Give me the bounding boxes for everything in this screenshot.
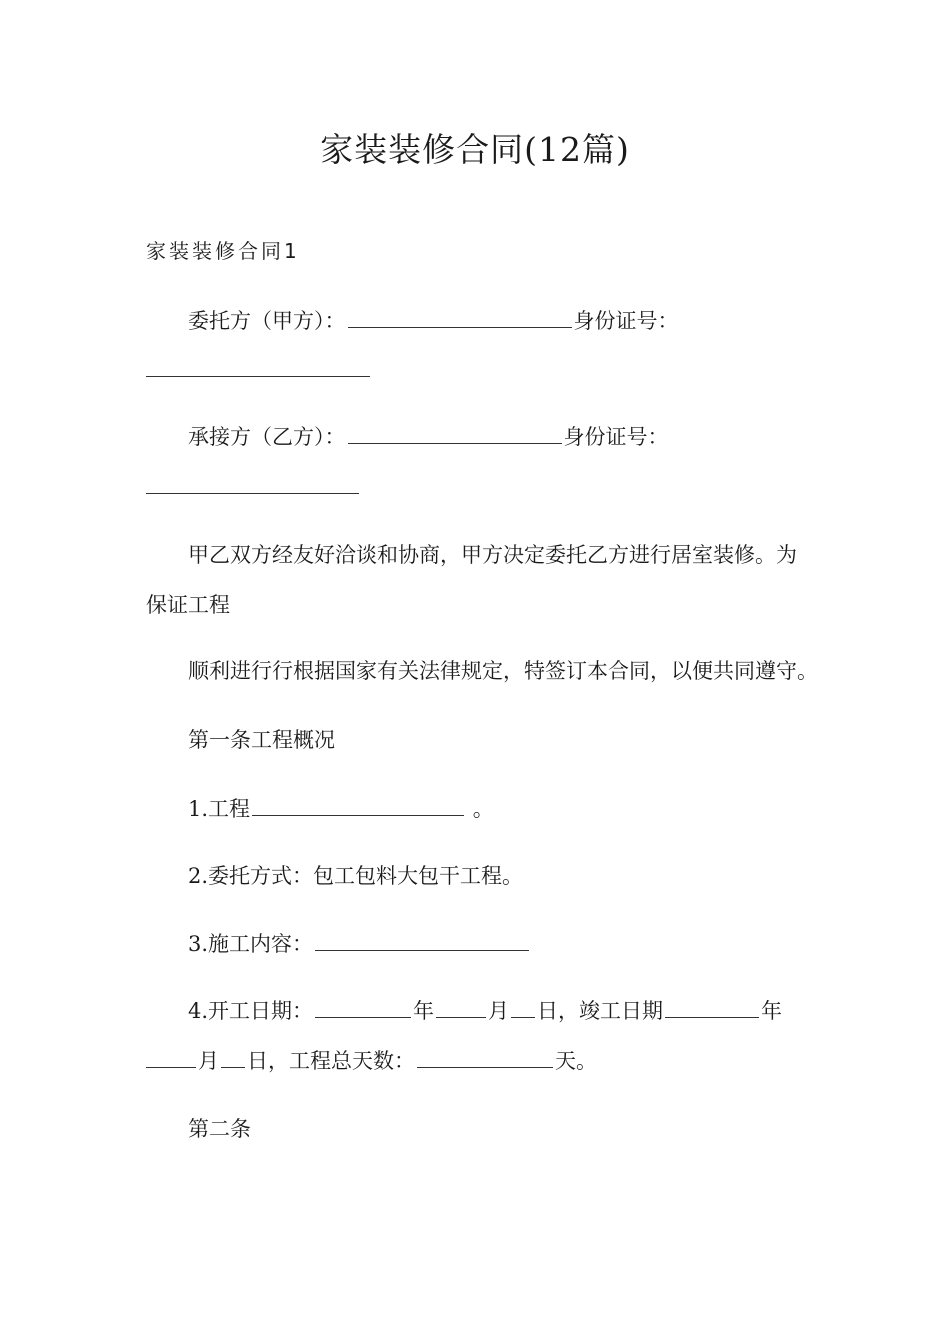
article-2-heading: 第二条: [188, 1117, 251, 1141]
days-unit: 天。: [555, 1049, 597, 1073]
construction-content-blank[interactable]: [315, 930, 529, 951]
start-day-label: 日，: [537, 999, 580, 1023]
document-title: 家装装修合同(12篇): [320, 130, 630, 169]
completion-month-label: 月: [198, 1049, 219, 1073]
paragraph-2: 顺利进行行根据国家有关法律规定，特签订本合同，以便共同遵守。: [188, 659, 818, 683]
start-month-label: 月: [488, 999, 510, 1023]
start-day-blank[interactable]: [511, 997, 535, 1018]
item-1-suffix: 。: [472, 797, 494, 821]
completion-day-blank[interactable]: [221, 1047, 245, 1068]
party-b-name-blank[interactable]: [348, 423, 562, 444]
item-3: [188, 930, 531, 958]
total-days-blank[interactable]: [417, 1047, 553, 1068]
start-year-label: 年: [413, 999, 435, 1023]
project-name-blank[interactable]: [252, 795, 464, 816]
completion-year-label: 年: [761, 999, 783, 1023]
party-b-id-blank[interactable]: [146, 493, 359, 494]
item-1-prefix: 1.工程: [188, 797, 251, 821]
completion-date-label: 竣工日期: [579, 999, 664, 1023]
item-2: 2.委托方式：包工包料大包干工程。: [188, 864, 524, 888]
completion-month-blank[interactable]: [146, 1047, 196, 1068]
item-3-prefix: 3.施工内容：: [188, 932, 314, 956]
item-1: [188, 795, 494, 823]
party-b-id-label: 身份证号：: [563, 425, 669, 449]
party-a-label: 委托方（甲方）：: [188, 309, 346, 333]
item-4-line-1: [188, 997, 782, 1025]
party-a-id-label: 身份证号：: [573, 309, 679, 333]
item-4-prefix: 4.开工日期：: [188, 999, 314, 1023]
completion-year-blank[interactable]: [665, 997, 759, 1018]
party-b-line: [188, 423, 669, 451]
party-b-label: 承接方（乙方）：: [188, 425, 346, 449]
total-days-label: 日，工程总天数：: [247, 1049, 415, 1073]
start-year-blank[interactable]: [315, 997, 411, 1018]
contract-subtitle: 家装装修合同1: [146, 239, 300, 263]
article-1-heading: 第一条工程概况: [188, 728, 335, 752]
party-a-line: [188, 307, 679, 335]
start-month-blank[interactable]: [436, 997, 486, 1018]
paragraph-1-line-2: 保证工程: [146, 593, 230, 617]
paragraph-1-line-1: 甲乙双方经友好洽谈和协商，甲方决定委托乙方进行居室装修。为: [188, 543, 797, 567]
party-a-name-blank[interactable]: [348, 307, 572, 328]
party-a-id-blank[interactable]: [146, 376, 370, 377]
item-4-line-2: [146, 1047, 597, 1075]
